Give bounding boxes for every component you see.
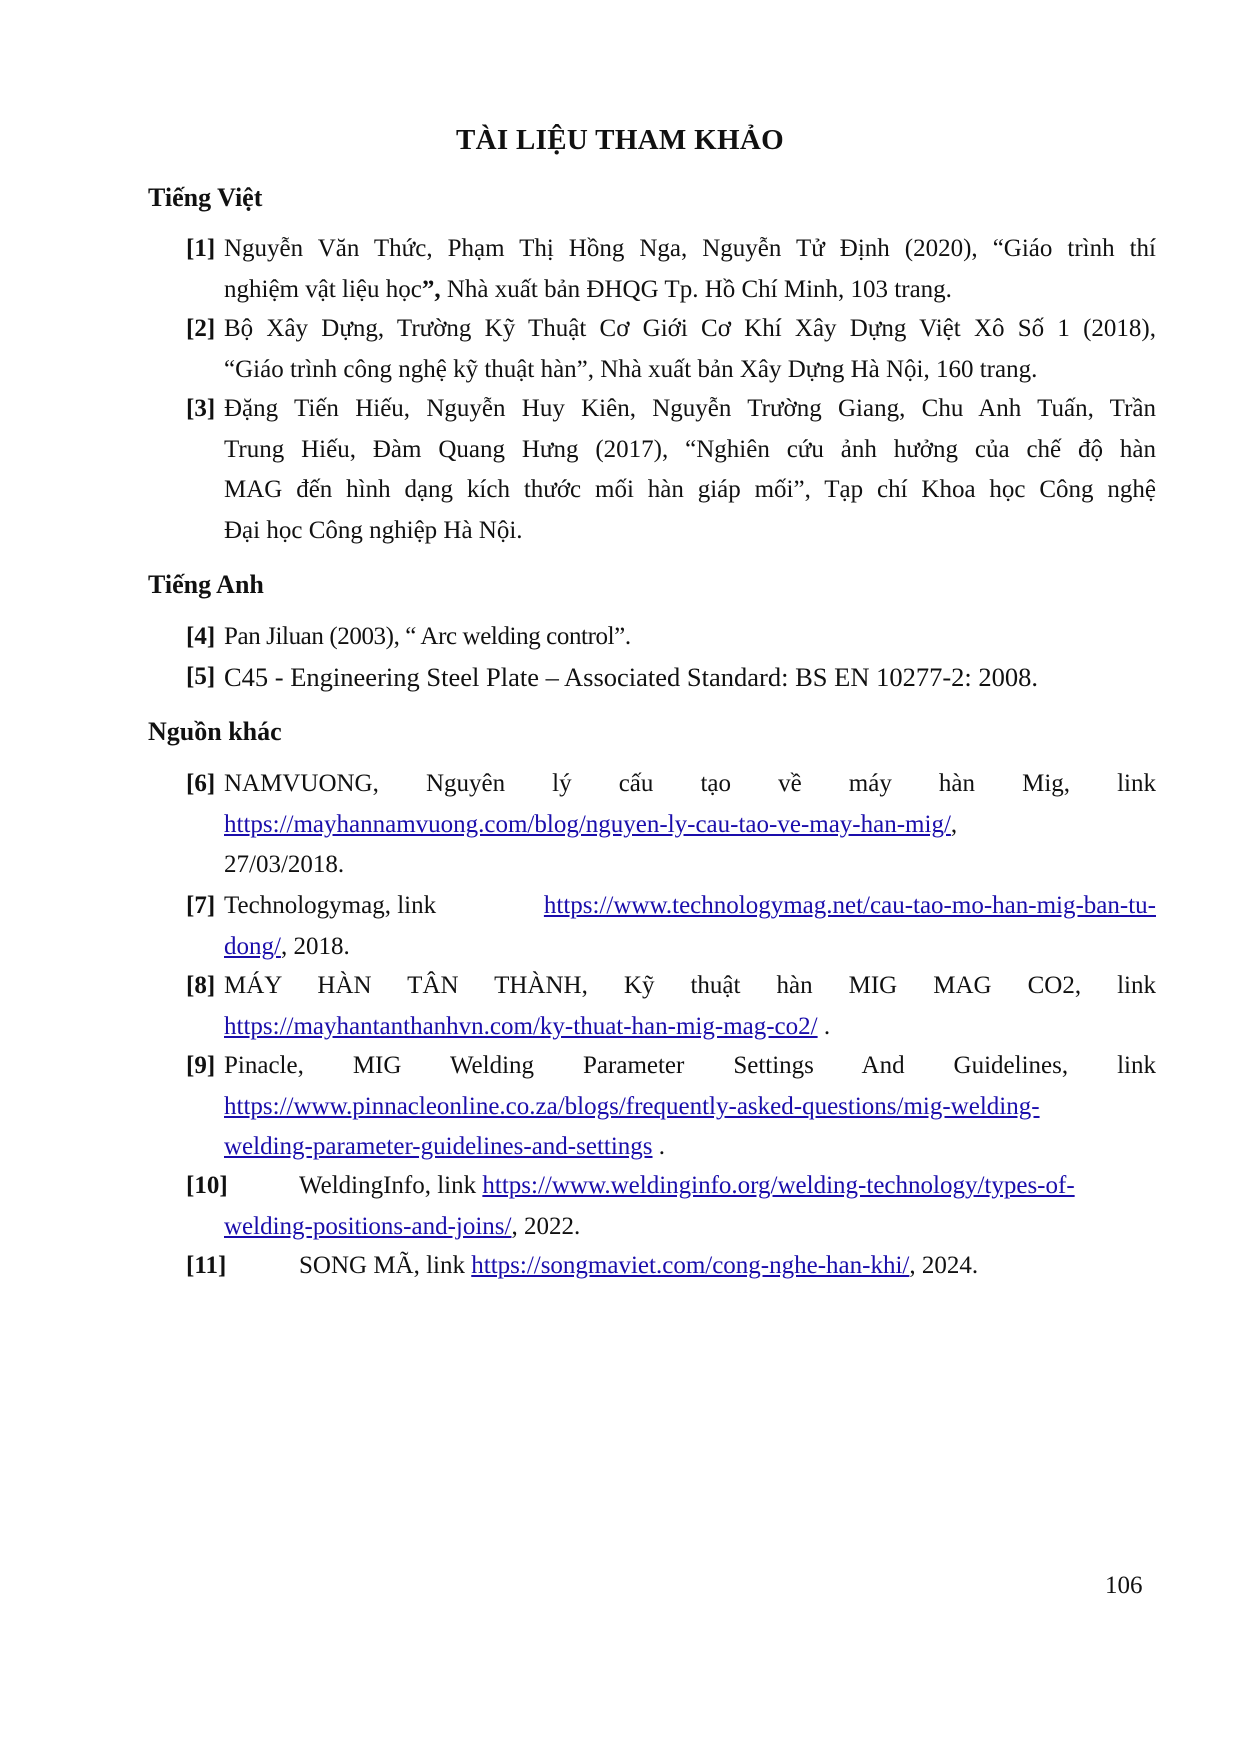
reference-number: [7] bbox=[186, 892, 216, 919]
reference-link[interactable]: https://songmaviet.com/cong-nghe-han-khi/ bbox=[471, 1252, 910, 1279]
reference-11 bbox=[186, 1246, 1156, 1287]
reference-text: WeldingInfo, link https://www.weldinginfo.org/welding-technology/types-of- bbox=[299, 1172, 1075, 1199]
reference-text: SONG MÃ, link https://songmaviet.com/cong-nghe-han-khi/, 2024. bbox=[299, 1252, 979, 1279]
reference-number: [6] bbox=[186, 770, 216, 797]
reference-link[interactable]: dong/ bbox=[224, 932, 281, 960]
reference-text: C45 - Engineering Steel Plate – Associated Standard: BS EN 10277-2: 2008. bbox=[224, 662, 1039, 692]
reference-number: [3] bbox=[186, 395, 216, 422]
reference-url-line: https://mayhantanthanhvn.com/ky-thuat-han-mig-mag-co2/ . bbox=[224, 1012, 831, 1040]
reference-number: [10] bbox=[186, 1172, 228, 1199]
page-number: 106 bbox=[1105, 1572, 1143, 1599]
reference-text: MAG đến hình dạng kích thước mối hàn giáp mối”, Tạp chí Khoa học Công nghệ bbox=[224, 476, 1156, 503]
reference-link[interactable]: https://www.pinnacleonline.co.za/blogs/frequently-asked-questions/mig-welding- bbox=[224, 1092, 1040, 1120]
reference-text: MÁY HÀN TÂN THÀNH, Kỹ thuật hàn MIG MAG CO2, link bbox=[224, 972, 1156, 999]
reference-text: Technologymag, link https://www.technologymag.net/cau-tao-mo-han-mig-ban-tu- bbox=[224, 886, 1156, 927]
reference-text: Nguyễn Văn Thức, Phạm Thị Hồng Nga, Nguyễn Tử Định (2020), “Giáo trình thí bbox=[224, 235, 1156, 262]
reference-text: Trung Hiếu, Đàm Quang Hưng (2017), “Nghiên cứu ảnh hưởng của chế độ hàn bbox=[224, 435, 1156, 463]
reference-text: Đại học Công nghiệp Hà Nội. bbox=[224, 516, 523, 544]
reference-url-line: welding-parameter-guidelines-and-settings . bbox=[224, 1133, 666, 1160]
reference-5 bbox=[186, 657, 1156, 698]
reference-url-line bbox=[224, 1087, 1156, 1128]
reference-text: welding-positions-and-joins/, 2022. bbox=[224, 1212, 581, 1240]
section-heading-vietnamese: Tiếng Việt bbox=[148, 183, 263, 212]
reference-link[interactable]: https://mayhantanthanhvn.com/ky-thuat-han-mig-mag-co2/ bbox=[224, 1012, 818, 1040]
reference-7 bbox=[186, 886, 1156, 967]
reference-6 bbox=[186, 764, 1156, 886]
reference-9 bbox=[186, 1046, 1156, 1168]
reference-text: nghiệm vật liệu học”, Nhà xuất bản ĐHQG Tp. Hồ Chí Minh, 103 trang. bbox=[224, 275, 952, 303]
reference-url-line: https://mayhannamvuong.com/blog/nguyen-ly-cau-tao-ve-may-han-mig/, bbox=[224, 810, 958, 838]
reference-text: NAMVUONG, Nguyên lý cấu tạo về máy hàn Mig, link bbox=[224, 770, 1156, 797]
page-title: TÀI LIỆU THAM KHẢO bbox=[456, 124, 784, 156]
reference-link[interactable]: welding-parameter-guidelines-and-settings bbox=[224, 1133, 653, 1160]
reference-link[interactable]: welding-positions-and-joins/ bbox=[224, 1212, 512, 1240]
reference-number: [9] bbox=[186, 1052, 216, 1079]
reference-date: 27/03/2018. bbox=[224, 851, 345, 878]
reference-link[interactable]: https://mayhannamvuong.com/blog/nguyen-ly-cau-tao-ve-may-han-mig/ bbox=[224, 810, 951, 838]
reference-text: Pan Jiluan (2003), “ Arc welding control”. bbox=[224, 623, 631, 650]
reference-3 bbox=[186, 389, 1156, 551]
reference-link[interactable]: https://www.weldinginfo.org/welding-technology/types-of- bbox=[482, 1172, 1075, 1199]
reference-10 bbox=[186, 1166, 1156, 1247]
reference-number: [11] bbox=[186, 1252, 227, 1279]
reference-number: [1] bbox=[186, 235, 216, 262]
reference-text: Đặng Tiến Hiếu, Nguyễn Huy Kiên, Nguyễn Trường Giang, Chu Anh Tuấn, Trần bbox=[224, 395, 1156, 422]
reference-number: [2] bbox=[186, 315, 216, 342]
reference-8 bbox=[186, 966, 1156, 1047]
reference-number: [5] bbox=[186, 663, 216, 690]
reference-number: [8] bbox=[186, 972, 216, 999]
reference-text: Bộ Xây Dựng, Trường Kỹ Thuật Cơ Giới Cơ Khí Xây Dựng Việt Xô Số 1 (2018), bbox=[224, 315, 1156, 342]
reference-number: [4] bbox=[186, 623, 216, 650]
reference-text: “Giáo trình công nghệ kỹ thuật hàn”, Nhà xuất bản Xây Dựng Hà Nội, 160 trang. bbox=[224, 355, 1038, 383]
reference-link[interactable]: https://www.technologymag.net/cau-tao-mo-han-mig-ban-tu- bbox=[543, 892, 1156, 919]
section-heading-other: Nguồn khác bbox=[148, 717, 282, 746]
reference-4 bbox=[186, 617, 1156, 658]
reference-2 bbox=[186, 309, 1156, 390]
reference-text: Pinacle, MIG Welding Parameter Settings And Guidelines, link bbox=[224, 1052, 1156, 1079]
reference-text: dong/, 2018. bbox=[224, 932, 350, 960]
section-heading-english: Tiếng Anh bbox=[148, 570, 264, 599]
reference-1 bbox=[186, 229, 1156, 310]
